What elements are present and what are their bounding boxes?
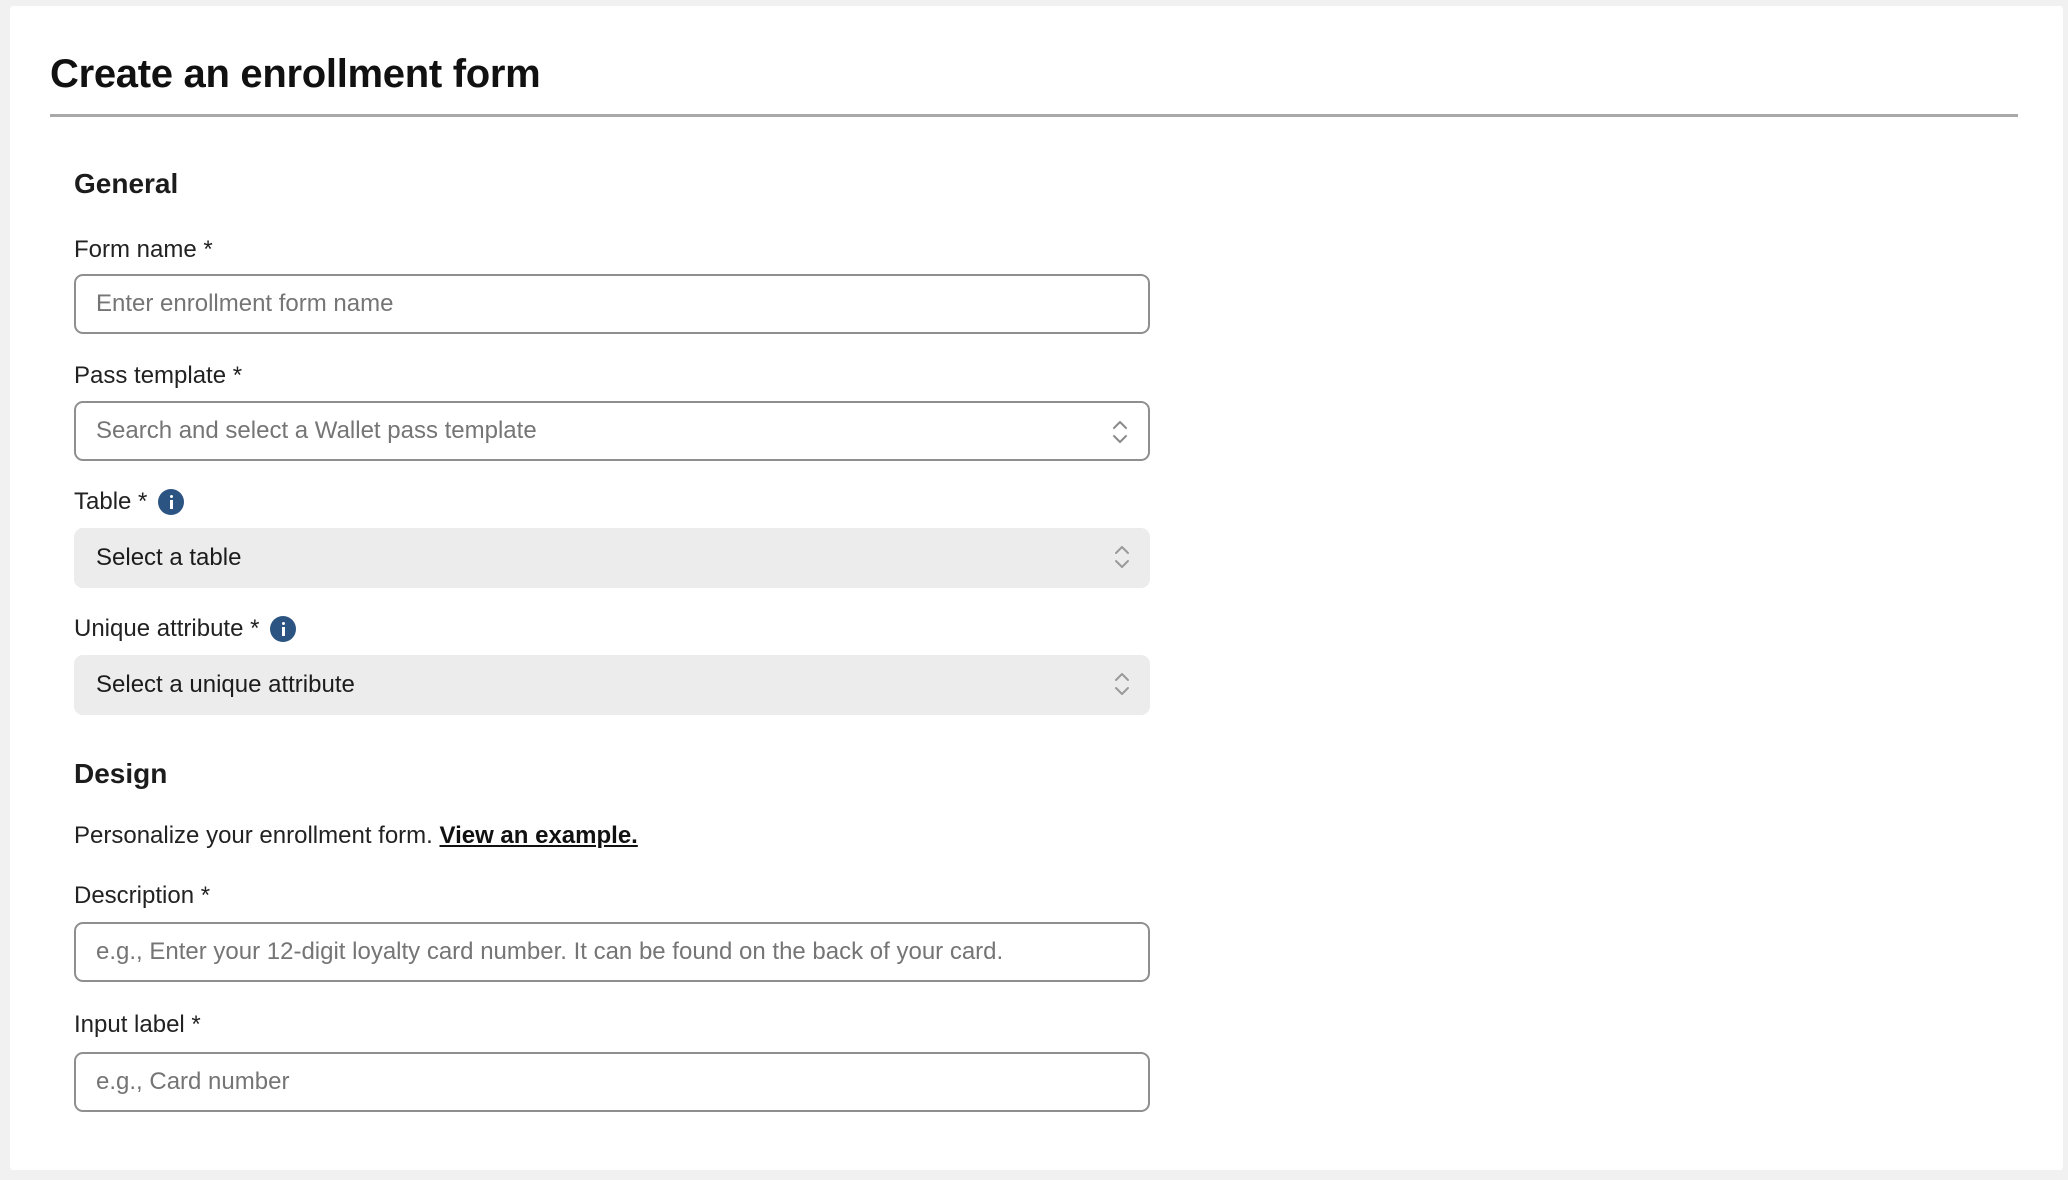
form-name-label (74, 234, 213, 266)
chevron-updown-icon (1112, 418, 1128, 446)
unique-attribute-label-text: Unique attribute * (74, 615, 260, 642)
design-intro-text: Personalize your enrollment form. (74, 822, 433, 849)
enrollment-form-card (10, 6, 2063, 1170)
page-title: Create an enrollment form (50, 52, 541, 96)
chevron-updown-icon (1114, 543, 1130, 571)
input-label-input[interactable] (74, 1052, 1150, 1112)
form-name-input[interactable] (74, 274, 1150, 334)
design-intro (74, 822, 638, 850)
info-icon[interactable] (270, 616, 296, 642)
info-icon[interactable] (158, 489, 184, 515)
unique-attribute-select-value: Select a unique attribute (96, 671, 355, 698)
input-label-label-text: Input label * (74, 1011, 201, 1038)
description-label-text: Description * (74, 882, 211, 909)
pass-template-select[interactable] (74, 401, 1150, 461)
table-select[interactable] (74, 528, 1150, 588)
pass-template-label-text: Pass template * (74, 362, 243, 389)
input-label-label (74, 1009, 201, 1041)
description-input[interactable] (74, 922, 1150, 982)
table-label-text: Table * (74, 488, 148, 515)
form-name-label-text: Form name * (74, 236, 213, 263)
description-label (74, 880, 210, 912)
unique-attribute-label (74, 613, 296, 645)
chevron-updown-icon (1114, 670, 1130, 698)
design-section-heading: Design (74, 758, 168, 789)
pass-template-label (74, 360, 242, 392)
view-example-link[interactable]: View an example. (439, 822, 638, 849)
title-divider (50, 114, 2018, 117)
table-label (74, 486, 184, 518)
table-select-value: Select a table (96, 544, 242, 571)
general-section-heading: General (74, 168, 179, 199)
unique-attribute-select[interactable] (74, 655, 1150, 715)
pass-template-placeholder: Search and select a Wallet pass template (96, 417, 537, 444)
